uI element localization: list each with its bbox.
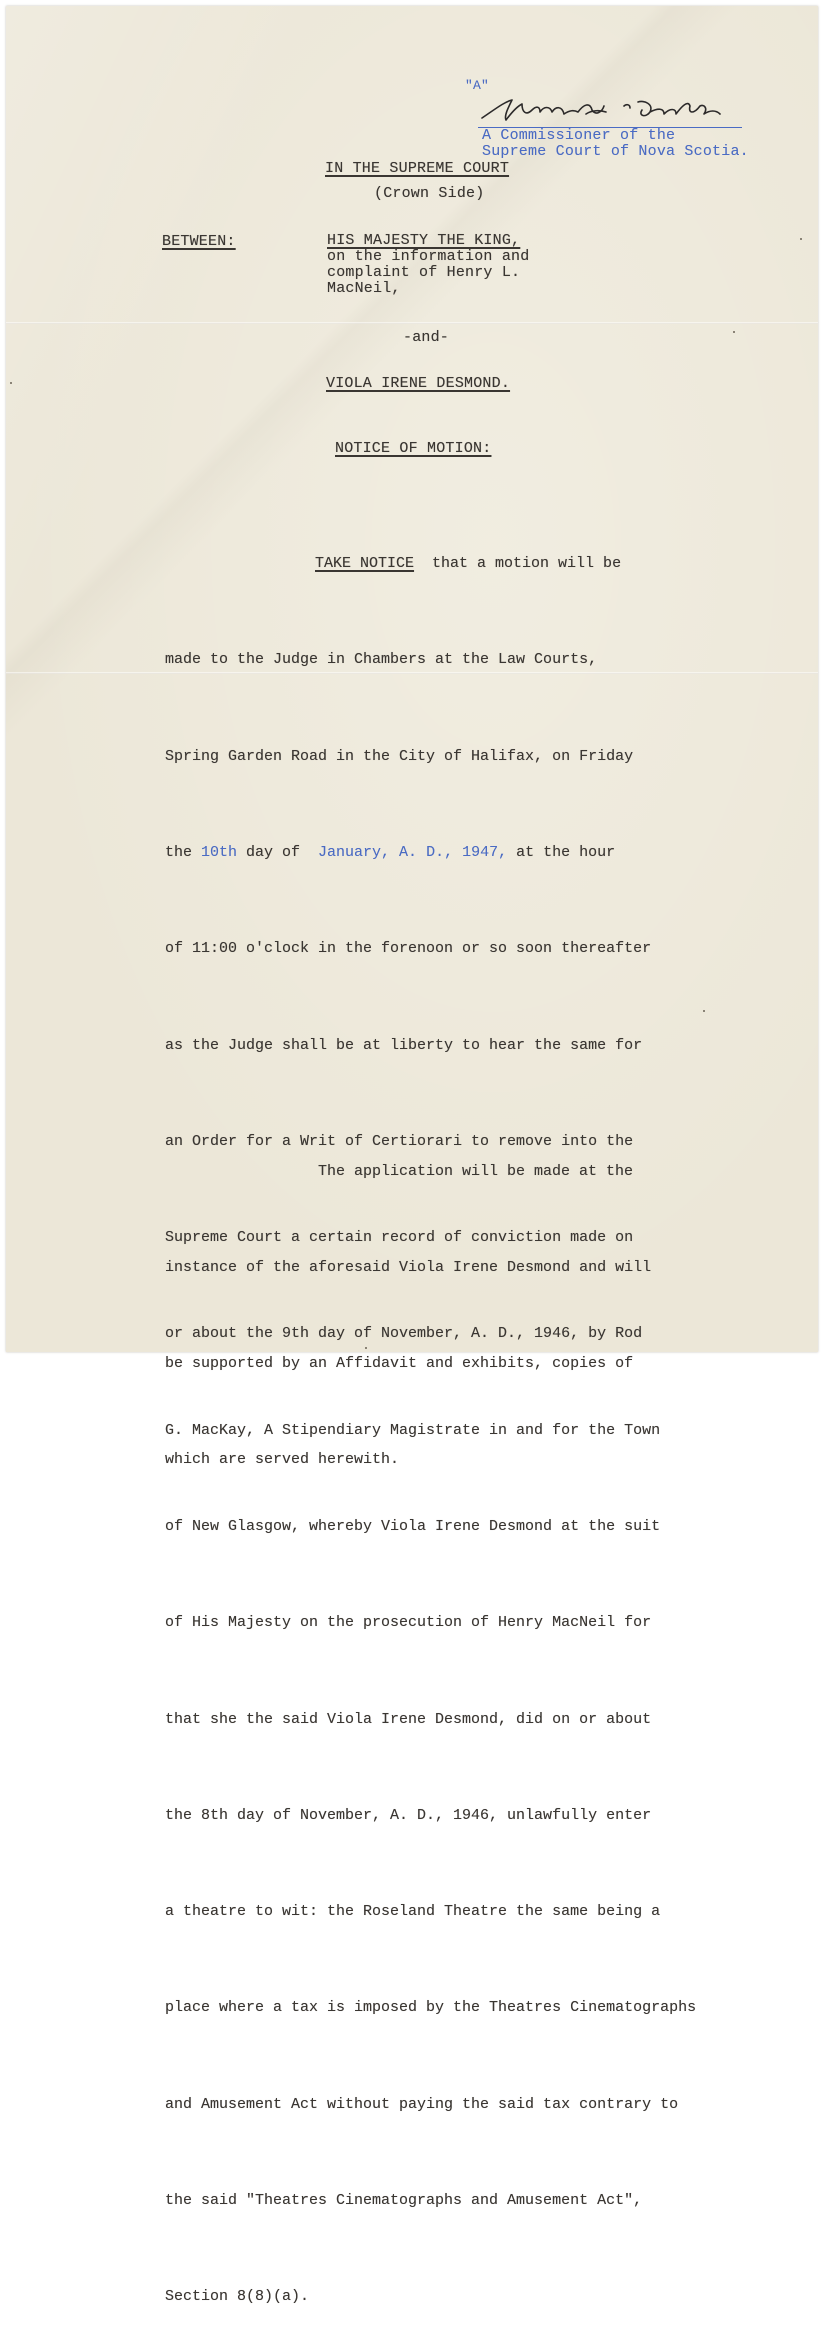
party-separator: -and- — [403, 329, 450, 346]
body-line: Section 8(8)(a). — [165, 2288, 310, 2306]
body-line: and Amusement Act without paying the said tax contrary to — [165, 2095, 679, 2113]
paper-speck — [733, 331, 735, 333]
between-label: BETWEEN: — [162, 233, 236, 250]
date-line-mid: day of — [237, 844, 319, 862]
hearing-date-line — [165, 837, 696, 869]
paper-speck — [703, 1010, 705, 1012]
document-title: NOTICE OF MOTION: — [335, 440, 492, 457]
body-line: of His Majesty on the prosecution of Henry MacNeil for — [165, 1614, 652, 1632]
body-line: or about the 9th day of November, A. D., 1946, by Rod — [165, 1325, 643, 1343]
body-line: an Order for a Writ of Certiorari to remove into the — [165, 1132, 634, 1150]
body-line — [165, 548, 696, 580]
closing-paragraph — [165, 1092, 651, 1508]
body-line: the said "Theatres Cinematographs and Amusement Act", — [165, 2191, 643, 2209]
body-line: place where a tax is imposed by the Theatres Cinematographs — [165, 1999, 697, 2017]
court-heading: IN THE SUPREME COURT — [325, 160, 510, 177]
closing-line: be supported by an Affidavit and exhibits, copies of — [165, 1355, 634, 1372]
take-notice-lead: TAKE NOTICE — [315, 555, 415, 573]
closing-line: instance of the aforesaid Viola Irene Desmond and will — [165, 1259, 652, 1276]
closing-line — [165, 1156, 651, 1188]
plaintiff-name: HIS MAJESTY THE KING, — [327, 232, 521, 249]
plaintiff-line: complaint of Henry L. — [327, 264, 521, 281]
body-line: G. MacKay, A Stipendiary Magistrate in and for the Town — [165, 1421, 661, 1439]
commissioner-signature — [474, 92, 754, 126]
court-side: (Crown Side) — [374, 185, 485, 202]
body-line: Supreme Court a certain record of conviction made on — [165, 1229, 634, 1247]
closing-line: which are served herewith. — [165, 1451, 400, 1468]
paper-speck — [800, 238, 802, 240]
defendant-name: VIOLA IRENE DESMOND. — [326, 375, 511, 392]
body-line: Spring Garden Road in the City of Halifax, on Friday — [165, 747, 634, 765]
paper-fold-line — [6, 322, 818, 324]
hearing-day: 10th — [201, 844, 238, 862]
body-line: of 11:00 o'clock in the forenoon or so soon thereafter — [165, 940, 652, 958]
body-line-text: that a motion will be — [414, 555, 622, 573]
paper-speck — [365, 1347, 367, 1349]
body-line: of New Glasgow, whereby Viola Irene Desmond at the suit — [165, 1518, 661, 1535]
plaintiff-line: on the information and — [327, 248, 530, 265]
body-line: made to the Judge in Chambers at the Law Courts, — [165, 651, 598, 669]
closing-line-text: The application will be made at the — [318, 1163, 634, 1180]
body-line: a theatre to wit: the Roseland Theatre the same being a — [165, 1903, 661, 1921]
body-line: that she the said Viola Irene Desmond, did on or about — [165, 1710, 652, 1728]
date-line-suffix: at the hour — [507, 844, 616, 862]
body-line: the 8th day of November, A. D., 1946, unlawfully enter — [165, 1806, 652, 1824]
paper-speck — [10, 382, 12, 384]
plaintiff-line: MacNeil, — [327, 280, 401, 297]
hearing-month-year: January, A. D., 1947, — [318, 844, 508, 862]
commissioner-title-line-1: A Commissioner of the — [482, 127, 676, 144]
date-line-prefix: the — [165, 844, 202, 862]
body-line: as the Judge shall be at liberty to hear the same for — [165, 1036, 643, 1054]
commissioner-title-line-2: Supreme Court of Nova Scotia. — [482, 143, 749, 160]
exhibit-mark: "A" — [465, 78, 490, 93]
plaintiff-block — [327, 233, 529, 297]
